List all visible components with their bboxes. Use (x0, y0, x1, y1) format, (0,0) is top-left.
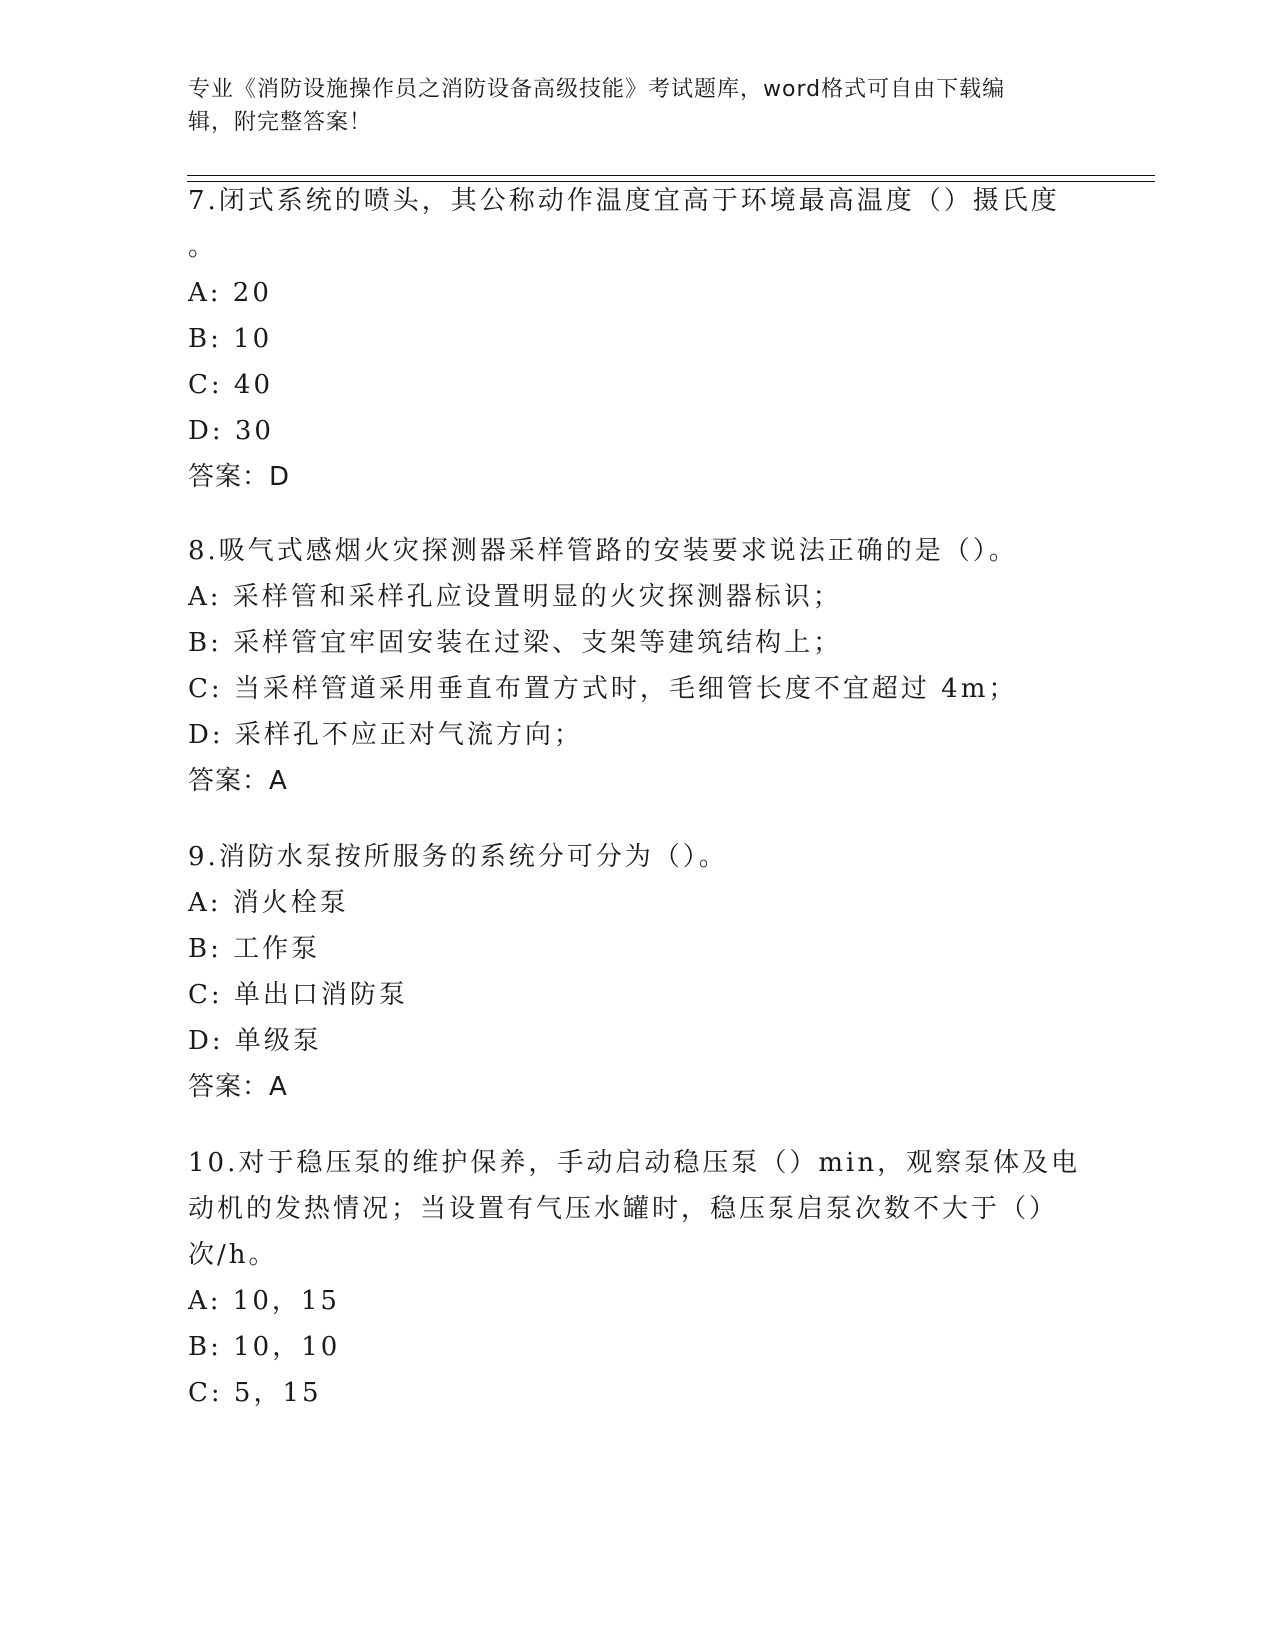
option-b: B: 采样管宜牢固安装在过梁、支架等建筑结构上； (188, 628, 843, 658)
option-a: A: 消火栓泵 (188, 888, 349, 918)
option-c: C: 40 (188, 370, 274, 400)
question-stem-line: 8.吸气式感烟火灾探测器采样管路的安装要求说法正确的是（）。 (188, 536, 1018, 566)
question-stem-line: 动机的发热情况；当设置有气压水罐时，稳压泵启泵次数不大于（） (188, 1194, 1059, 1224)
option-d: D: 单级泵 (188, 1026, 322, 1056)
option-a: A: 10，15 (188, 1286, 340, 1316)
question-stem-line: 。 (188, 232, 218, 262)
question-9 (188, 834, 1068, 1110)
question-stem-line: 9.消防水泵按所服务的系统分可分为（）。 (188, 842, 728, 872)
option-d: D: 30 (188, 416, 274, 446)
question-7 (188, 178, 1068, 500)
option-a: A: 采样管和采样孔应设置明显的火灾探测器标识； (188, 582, 842, 612)
header-line-1: 专业《消防设施操作员之消防设备高级技能》考试题库，word格式可自由下载编 (188, 77, 1006, 102)
option-c: C: 当采样管道采用垂直布置方式时，毛细管长度不宜超过 4m； (188, 674, 1018, 704)
question-stem-line: 次/h。 (188, 1240, 278, 1270)
answer-text: 答案：D (188, 462, 291, 492)
option-a: A: 20 (188, 278, 272, 308)
question-8 (188, 528, 1068, 804)
option-c: C: 单出口消防泵 (188, 980, 408, 1010)
question-stem-line: 10.对于稳压泵的维护保养，手动启动稳压泵（）min，观察泵体及电 (188, 1148, 1081, 1178)
answer-text: 答案：A (188, 1072, 288, 1102)
option-d: D: 采样孔不应正对气流方向； (188, 720, 583, 750)
header-line-2: 辑，附完整答案！ (188, 110, 373, 135)
header-divider-top (187, 175, 1155, 176)
option-b: B: 工作泵 (188, 934, 321, 964)
question-10 (188, 1140, 1081, 1416)
option-b: B: 10，10 (188, 1332, 341, 1362)
option-c: C: 5，15 (188, 1378, 322, 1408)
answer-text: 答案：A (188, 766, 288, 796)
question-stem-line: 7.闭式系统的喷头，其公称动作温度宜高于环境最高温度（）摄氏度 (188, 186, 1060, 216)
option-b: B: 10 (188, 324, 273, 354)
document-header (188, 73, 1068, 139)
